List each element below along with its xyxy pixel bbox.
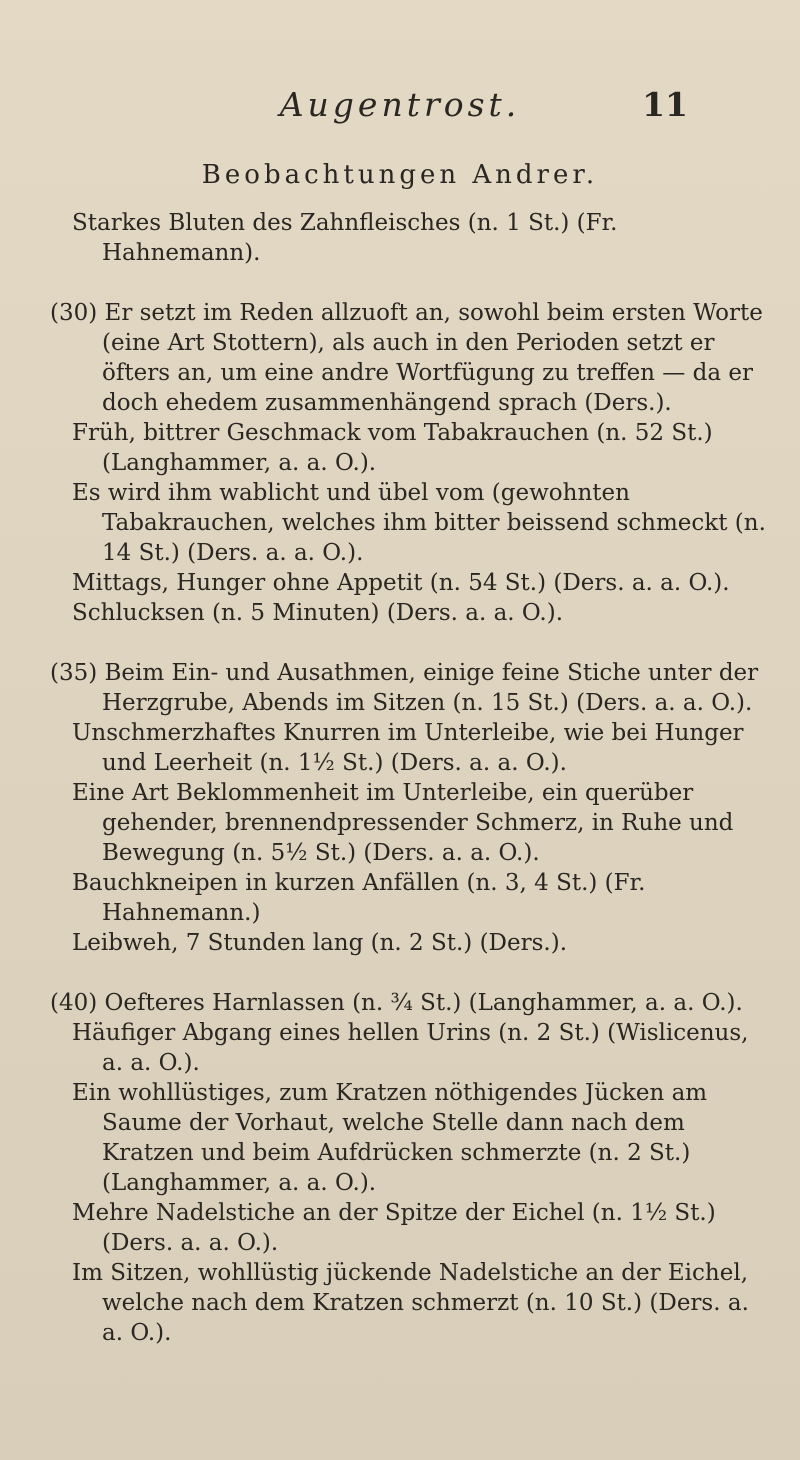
- entry: [50, 208, 770, 268]
- page-header: [0, 85, 800, 135]
- body-text: [50, 208, 770, 1348]
- entry-35: [50, 658, 770, 718]
- entry: [50, 778, 770, 868]
- entry-text: Leibweh, 7 Stunden lang (n. 2 St.) (Ders.).: [72, 930, 568, 956]
- entry-40: [50, 988, 770, 1018]
- entry: [50, 928, 770, 958]
- entry-text: Häufiger Abgang eines hellen Urins (n. 2 St.) (Wislicenus, a. a. O.).: [72, 1020, 749, 1076]
- entry-text: Unschmerzhaftes Knurren im Unterleibe, wie bei Hunger und Leerheit (n. 1½ St.) (Ders. a. a. O.).: [72, 720, 744, 776]
- entry-number: (30): [50, 300, 98, 326]
- entry: [50, 598, 770, 628]
- entry-text: Eine Art Beklommenheit im Unterleibe, ein querüber gehender, brennendpressender Schmerz, in Ruhe und Bewegung (n. 5½ St.) (Ders. a. a. O.).: [72, 780, 734, 866]
- entry: [50, 568, 770, 598]
- entry-number: (40): [50, 990, 98, 1016]
- entry-text: Ein wohllüstiges, zum Kratzen nöthigendes Jücken am Saume der Vorhaut, welche Stelle dann nach dem Kratzen und beim Aufdrücken schmerzte (n. 2 St.) (Langhammer, a. a. O.).: [72, 1080, 708, 1196]
- entry-text: Mehre Nadelstiche an der Spitze der Eichel (n. 1½ St.) (Ders. a. a. O.).: [72, 1200, 716, 1256]
- entry: [50, 1078, 770, 1198]
- section-heading: Beobachtungen Andrer.: [201, 160, 599, 190]
- page-number: 11: [642, 85, 688, 124]
- entry: [50, 1198, 770, 1258]
- entry-text: Es wird ihm wablicht und übel vom (gewohnten Tabakrauchen, welches ihm bitter beissend schmeckt (n. 14 St.) (Ders. a. a. O.).: [72, 480, 766, 566]
- entry-text: Er setzt im Reden allzuoft an, sowohl beim ersten Worte (eine Art Stottern), als auch in den Perioden setzt er öfters an, um eine andre Wortfügung zu treffen — da er doch ehedem zusammenhängend sprach (Ders.).: [102, 300, 763, 416]
- entry: [50, 478, 770, 568]
- entry: [50, 868, 770, 928]
- entry-text: Beim Ein- und Ausathmen, einige feine Stiche unter der Herzgrube, Abends im Sitzen (n. 15 St.) (Ders. a. a. O.).: [102, 660, 759, 716]
- entry: [50, 1258, 770, 1348]
- entry-text: Oefteres Harnlassen (n. ¾ St.) (Langhammer, a. a. O.).: [104, 990, 743, 1016]
- entry-number: (35): [50, 660, 98, 686]
- entry: [50, 418, 770, 478]
- entry: [50, 718, 770, 778]
- running-title: Augentrost.: [279, 85, 521, 124]
- entry-text: Bauchkneipen in kurzen Anfällen (n. 3, 4 St.) (Fr. Hahnemann.): [72, 870, 646, 926]
- entry: [50, 1018, 770, 1078]
- entry-text: Im Sitzen, wohllüstig jückende Nadelstiche an der Eichel, welche nach dem Kratzen schmerzt (n. 10 St.) (Ders. a. a. O.).: [72, 1260, 749, 1346]
- entry-text: Mittags, Hunger ohne Appetit (n. 54 St.) (Ders. a. a. O.).: [72, 570, 730, 596]
- entry-text: Früh, bittrer Geschmack vom Tabakrauchen (n. 52 St.) (Langhammer, a. a. O.).: [72, 420, 713, 476]
- entry-text: Starkes Bluten des Zahnfleisches (n. 1 St.) (Fr. Hahnemann).: [72, 210, 618, 266]
- entry-text: Schlucksen (n. 5 Minuten) (Ders. a. a. O.).: [72, 600, 564, 626]
- entry-30: [50, 298, 770, 418]
